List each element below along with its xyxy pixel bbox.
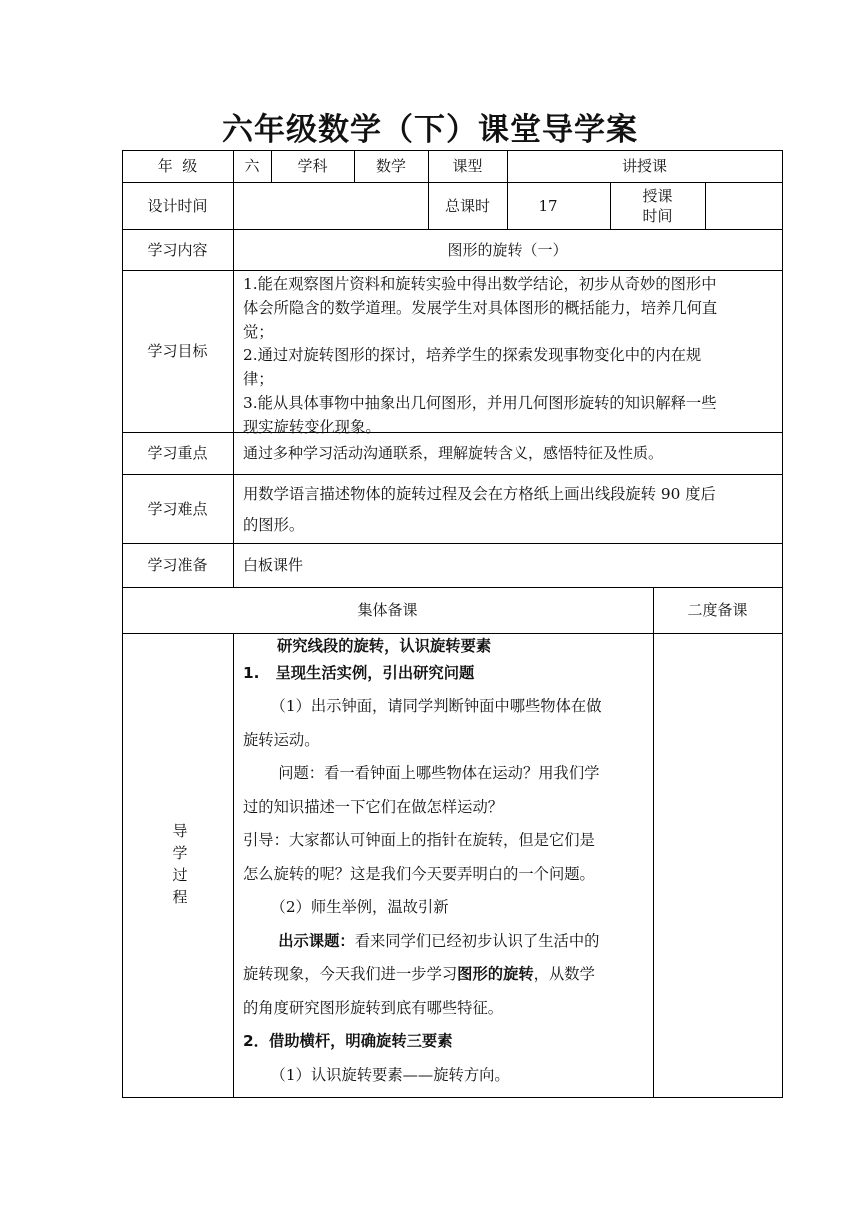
type-label: 课型 [452, 157, 483, 175]
paragraph: 引导：大家都认可钟面上的指针在旋转，但是它们是 [243, 831, 595, 849]
paragraph: 问题：看一看钟面上哪些物体在运动？用我们学 [278, 764, 600, 782]
goals-text [243, 273, 778, 440]
design-time-label: 设计时间 [147, 196, 208, 215]
table-border [122, 633, 783, 634]
paragraph: 过的知识描述一下它们在做怎样运动？ [243, 797, 504, 816]
difficulty-label: 学习难点 [147, 499, 208, 518]
goal-line: 现实旋转变化现象。 [243, 417, 381, 436]
process-text [243, 636, 645, 1092]
goal-line: 1.能在观察图片资料和旋转实验中得出数学结论，初步从奇妙的图形中 [243, 275, 717, 293]
process-heading: 研究线段的旋转，认识旋转要素 [277, 637, 492, 655]
process-label-char: 导 [172, 822, 188, 840]
paragraph: 旋转运动。 [243, 730, 320, 749]
second-prep-header: 二度备课 [687, 601, 748, 619]
goal-line: 觉； [243, 322, 274, 341]
lesson-title-label: 出示课题： [278, 931, 355, 950]
paragraph [243, 958, 645, 992]
goal-line: 2.通过对旋转图形的探讨，培养学生的探索发现事物变化中的内在规 [243, 346, 702, 365]
type-value: 讲授课 [621, 157, 667, 175]
content-label: 学习内容 [147, 240, 208, 259]
step-1-title [243, 656, 645, 690]
paragraph: 的角度研究图形旋转到底有哪些特征。 [243, 998, 504, 1017]
paragraph: 怎么旋转的呢？这是我们今天要弄明白的一个问题。 [243, 864, 595, 883]
lesson-time-value [705, 182, 782, 229]
paragraph-text: 看来同学们已经初步认识了生活中的 [354, 931, 600, 950]
paragraph-text: ，从数学 [533, 965, 595, 983]
grade-value: 六 [244, 157, 260, 175]
collective-prep-header: 集体备课 [357, 601, 418, 619]
step-2-title: 2．借助横杆，明确旋转三要素 [243, 1032, 453, 1050]
process-label [160, 820, 200, 908]
difficulty-line: 的图形。 [243, 516, 305, 534]
paragraph [243, 925, 645, 959]
difficulty-line: 用数学语言描述物体的旋转过程及会在方格纸上画出线段旋转 90 度后 [243, 485, 716, 503]
lesson-time-label-line: 授课 [642, 186, 673, 205]
difficulty-text [243, 479, 778, 541]
process-label-char: 程 [172, 888, 188, 906]
design-time-value [233, 182, 428, 229]
table-border [122, 1097, 783, 1098]
paragraph: （2）师生举例，温故引新 [270, 898, 449, 916]
goals-label: 学习目标 [147, 342, 208, 360]
paragraph: （1）认识旋转要素——旋转方向。 [270, 1065, 510, 1084]
step-1-number: 1. [243, 664, 260, 682]
grade-label: 年 级 [157, 157, 198, 175]
goal-line: 体会所隐含的数学道理。发展学生对具体图形的概括能力，培养几何直 [243, 298, 718, 317]
subject-label: 学科 [297, 157, 328, 175]
goal-line: 3.能从具体事物中抽象出几何图形，并用几何图形旋转的知识解释一些 [243, 393, 717, 412]
table-border [782, 150, 783, 1098]
process-label-char: 学 [172, 844, 188, 862]
subject-value: 数学 [375, 157, 406, 175]
key-label: 学习重点 [147, 444, 208, 462]
goal-line: 律； [243, 370, 274, 389]
lesson-time-label-line: 时间 [642, 206, 673, 225]
page-title: 六年级数学（下）课堂导学案 [222, 112, 638, 148]
total-hours-label: 总课时 [444, 196, 490, 215]
lesson-topic: 图形的旋转 [457, 965, 534, 983]
paragraph-text: 旋转现象，今天我们进一步学习 [243, 965, 458, 983]
prep-value: 白板课件 [243, 556, 304, 574]
table-border [653, 587, 654, 1098]
total-hours-value: 17 [538, 196, 558, 215]
step-1-text: 呈现生活实例，引出研究问题 [275, 664, 475, 682]
key-value: 通过多种学习活动沟通联系，理解旋转含义，感悟特征及性质。 [243, 444, 664, 462]
prep-label: 学习准备 [147, 556, 208, 574]
content-value: 图形的旋转（一） [447, 240, 568, 259]
paragraph: （1）出示钟面，请同学判断钟面中哪些物体在做 [270, 697, 602, 715]
lesson-time-label [610, 182, 705, 229]
process-label-char: 过 [172, 866, 188, 884]
table-border [233, 633, 234, 1098]
